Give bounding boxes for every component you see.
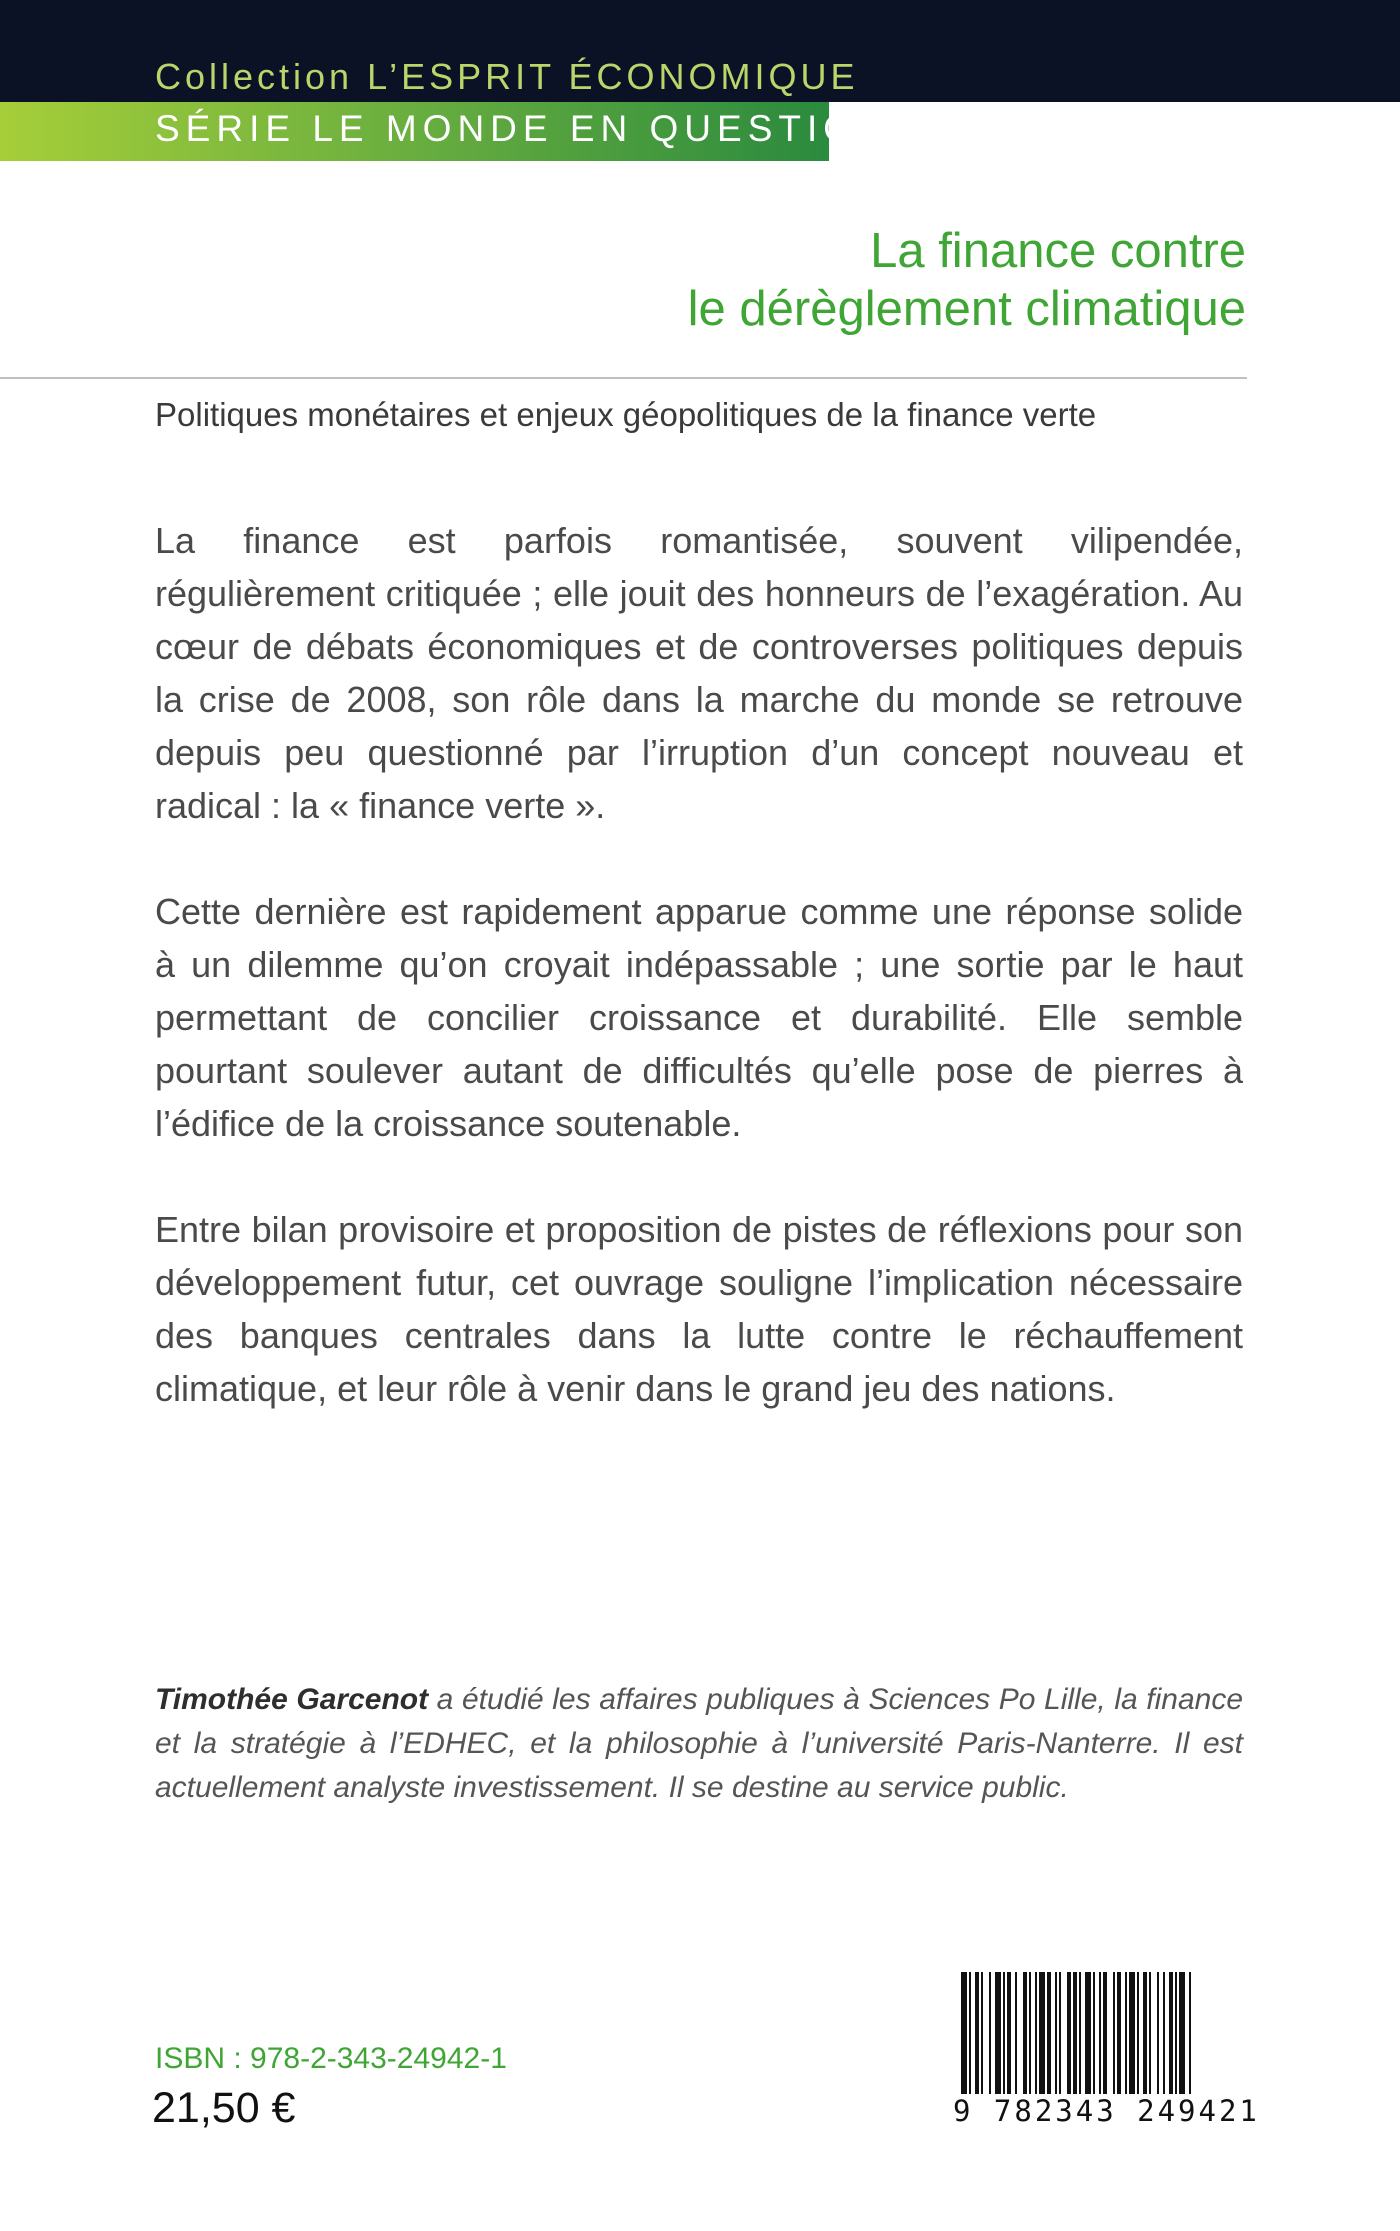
blurb-paragraph: Entre bilan provisoire et proposition de pistes de réflexions pour son développement futur, cet ouvrage souligne l’implication nécessaire des banques centrales dans la lutte contre le réchauffement climatique, et leur rôle à venir dans le grand jeu des nations. <box>155 1209 1243 1409</box>
book-title <box>346 222 1246 338</box>
collection-label: Collection L’ESPRIT ÉCONOMIQUE <box>155 56 859 97</box>
book-title-line-2: le dérèglement climatique <box>687 282 1246 336</box>
author-bio-text: a étudié les affaires publiques à Sciences Po Lille, la finance et la stratégie à l’EDHEC, et la philosophie à l’université Paris-Nanterre. Il est actuellement analyste investissement. Il se destine au service public. <box>155 1683 1243 1804</box>
price: 21,50 € <box>152 2084 296 2132</box>
blurb <box>155 514 1243 1468</box>
title-divider <box>0 377 1247 379</box>
author-bio <box>155 1678 1243 1810</box>
book-subtitle: Politiques monétaires et enjeux géopolitiques de la finance verte <box>155 396 1097 433</box>
blurb-paragraph: La finance est parfois romantisée, souvent vilipendée, régulièrement critiquée ; elle jouit des honneurs de l’exagération. Au cœur de débats économiques et de controverses politiques depuis la crise de 2008, son rôle dans la marche du monde se retrouve depuis peu questionné par l’irruption d’un concept nouveau et radical : la « finance verte ». <box>155 520 1243 826</box>
series-label: SÉRIE LE MONDE EN QUESTION <box>155 108 891 149</box>
barcode-digits: 9 782343 249421 <box>953 2094 1260 2128</box>
author-name: Timothée Garcenot <box>155 1683 429 1716</box>
blurb-paragraph: Cette dernière est rapidement apparue comme une réponse solide à un dilemme qu’on croyait indépassable ; une sortie par le haut permettant de concilier croissance et durabilité. Elle semble pourtant soulever autant de difficultés qu’elle pose de pierres à l’édifice de la croissance soutenable. <box>155 891 1243 1144</box>
isbn: ISBN : 978-2-343-24942-1 <box>155 2042 507 2075</box>
book-title-line-1: La finance contre <box>870 224 1246 278</box>
